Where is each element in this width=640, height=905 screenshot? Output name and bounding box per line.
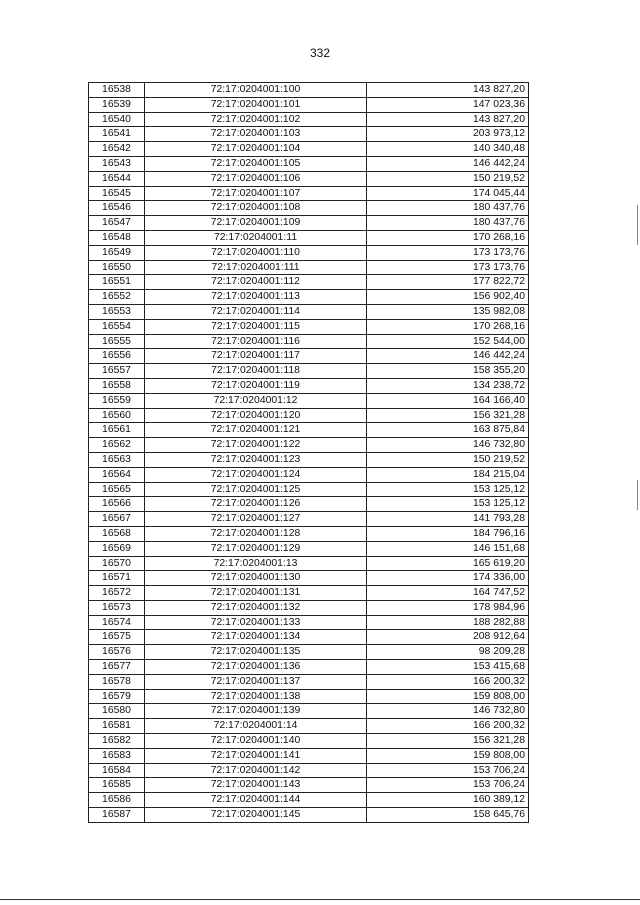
row-number-cell: 16587: [89, 808, 145, 823]
row-number-cell: 16580: [89, 704, 145, 719]
cadastral-number-cell: 72:17:0204001:133: [145, 615, 367, 630]
cadastral-value-cell: 180 437,76: [367, 201, 529, 216]
table-row: [89, 586, 529, 601]
cadastral-value-cell: 166 200,32: [367, 674, 529, 689]
cadastral-value-cell: 146 151,68: [367, 541, 529, 556]
cadastral-number-cell: 72:17:0204001:121: [145, 423, 367, 438]
table-row: [89, 615, 529, 630]
cadastral-number-cell: 72:17:0204001:103: [145, 127, 367, 142]
cadastral-number-cell: 72:17:0204001:115: [145, 319, 367, 334]
table-row: [89, 393, 529, 408]
cadastral-value-cell: 203 973,12: [367, 127, 529, 142]
cadastral-value-cell: 173 173,76: [367, 245, 529, 260]
table-row: [89, 260, 529, 275]
cadastral-number-cell: 72:17:0204001:142: [145, 763, 367, 778]
row-number-cell: 16552: [89, 290, 145, 305]
table-row: [89, 171, 529, 186]
row-number-cell: 16561: [89, 423, 145, 438]
row-number-cell: 16540: [89, 112, 145, 127]
row-number-cell: 16562: [89, 438, 145, 453]
cadastral-number-cell: 72:17:0204001:106: [145, 171, 367, 186]
cadastral-number-cell: 72:17:0204001:107: [145, 186, 367, 201]
cadastral-value-cell: 170 268,16: [367, 230, 529, 245]
table-row: [89, 83, 529, 98]
cadastral-number-cell: 72:17:0204001:136: [145, 660, 367, 675]
row-number-cell: 16571: [89, 571, 145, 586]
cadastral-number-cell: 72:17:0204001:128: [145, 526, 367, 541]
table-row: [89, 482, 529, 497]
cadastral-value-cell: 178 984,96: [367, 600, 529, 615]
table-row: [89, 734, 529, 749]
table-row: [89, 378, 529, 393]
cadastral-number-cell: 72:17:0204001:140: [145, 734, 367, 749]
table-row: [89, 689, 529, 704]
row-number-cell: 16554: [89, 319, 145, 334]
row-number-cell: 16559: [89, 393, 145, 408]
row-number-cell: 16551: [89, 275, 145, 290]
cadastral-number-cell: 72:17:0204001:13: [145, 556, 367, 571]
table-row: [89, 112, 529, 127]
cadastral-value-cell: 188 282,88: [367, 615, 529, 630]
table-row: [89, 275, 529, 290]
row-number-cell: 16545: [89, 186, 145, 201]
table-row: [89, 630, 529, 645]
row-number-cell: 16549: [89, 245, 145, 260]
cadastral-value-cell: 208 912,64: [367, 630, 529, 645]
row-number-cell: 16583: [89, 748, 145, 763]
cadastral-number-cell: 72:17:0204001:110: [145, 245, 367, 260]
table-row: [89, 808, 529, 823]
cadastral-number-cell: 72:17:0204001:117: [145, 349, 367, 364]
cadastral-number-cell: 72:17:0204001:125: [145, 482, 367, 497]
cadastral-number-cell: 72:17:0204001:113: [145, 290, 367, 305]
row-number-cell: 16546: [89, 201, 145, 216]
cadastral-value-cell: 143 827,20: [367, 83, 529, 98]
cadastral-value-cell: 156 321,28: [367, 734, 529, 749]
row-number-cell: 16542: [89, 142, 145, 157]
cadastral-value-cell: 153 706,24: [367, 763, 529, 778]
cadastral-number-cell: 72:17:0204001:129: [145, 541, 367, 556]
row-number-cell: 16547: [89, 216, 145, 231]
row-number-cell: 16557: [89, 364, 145, 379]
table-row: [89, 349, 529, 364]
table-row: [89, 778, 529, 793]
page-number: 332: [309, 46, 331, 60]
cadastral-number-cell: 72:17:0204001:122: [145, 438, 367, 453]
cadastral-number-cell: 72:17:0204001:131: [145, 586, 367, 601]
cadastral-number-cell: 72:17:0204001:119: [145, 378, 367, 393]
cadastral-value-cell: 140 340,48: [367, 142, 529, 157]
page-bottom-rule: [0, 899, 640, 900]
table-row: [89, 748, 529, 763]
cadastral-value-cell: 164 166,40: [367, 393, 529, 408]
cadastral-number-cell: 72:17:0204001:102: [145, 112, 367, 127]
row-number-cell: 16579: [89, 689, 145, 704]
cadastral-value-cell: 150 219,52: [367, 452, 529, 467]
cadastral-value-cell: 156 321,28: [367, 408, 529, 423]
table-row: [89, 571, 529, 586]
table-row: [89, 645, 529, 660]
table-row: [89, 600, 529, 615]
row-number-cell: 16556: [89, 349, 145, 364]
table-row: [89, 127, 529, 142]
row-number-cell: 16568: [89, 526, 145, 541]
cadastral-number-cell: 72:17:0204001:111: [145, 260, 367, 275]
table-row: [89, 704, 529, 719]
table-row: [89, 142, 529, 157]
cadastral-value-cell: 143 827,20: [367, 112, 529, 127]
cadastral-value-cell: 153 125,12: [367, 497, 529, 512]
cadastral-number-cell: 72:17:0204001:105: [145, 156, 367, 171]
cadastral-number-cell: 72:17:0204001:126: [145, 497, 367, 512]
cadastral-value-cell: 174 045,44: [367, 186, 529, 201]
cadastral-number-cell: 72:17:0204001:118: [145, 364, 367, 379]
cadastral-value-cell: 146 442,24: [367, 349, 529, 364]
cadastral-value-cell: 146 732,80: [367, 438, 529, 453]
cadastral-number-cell: 72:17:0204001:100: [145, 83, 367, 98]
table-row: [89, 438, 529, 453]
row-number-cell: 16560: [89, 408, 145, 423]
cadastral-value-cell: 156 902,40: [367, 290, 529, 305]
cadastral-number-cell: 72:17:0204001:109: [145, 216, 367, 231]
row-number-cell: 16581: [89, 719, 145, 734]
table-row: [89, 793, 529, 808]
row-number-cell: 16548: [89, 230, 145, 245]
cadastral-number-cell: 72:17:0204001:104: [145, 142, 367, 157]
row-number-cell: 16567: [89, 512, 145, 527]
cadastral-value-cell: 153 706,24: [367, 778, 529, 793]
row-number-cell: 16558: [89, 378, 145, 393]
cadastral-number-cell: 72:17:0204001:137: [145, 674, 367, 689]
cadastral-value-cell: 135 982,08: [367, 304, 529, 319]
table-row: [89, 541, 529, 556]
table-row: [89, 216, 529, 231]
scan-edge-mark: [637, 205, 638, 245]
row-number-cell: 16541: [89, 127, 145, 142]
cadastral-value-cell: 184 215,04: [367, 467, 529, 482]
row-number-cell: 16586: [89, 793, 145, 808]
table-row: [89, 230, 529, 245]
cadastral-number-cell: 72:17:0204001:130: [145, 571, 367, 586]
table-row: [89, 526, 529, 541]
row-number-cell: 16566: [89, 497, 145, 512]
cadastral-value-cell: 174 336,00: [367, 571, 529, 586]
cadastral-value-cell: 150 219,52: [367, 171, 529, 186]
cadastral-value-cell: 160 389,12: [367, 793, 529, 808]
row-number-cell: 16576: [89, 645, 145, 660]
cadastral-value-cell: 164 747,52: [367, 586, 529, 601]
table-row: [89, 467, 529, 482]
cadastral-value-cell: 177 822,72: [367, 275, 529, 290]
cadastral-number-cell: 72:17:0204001:11: [145, 230, 367, 245]
table-row: [89, 97, 529, 112]
row-number-cell: 16544: [89, 171, 145, 186]
cadastral-value-cell: 180 437,76: [367, 216, 529, 231]
table-row: [89, 660, 529, 675]
row-number-cell: 16569: [89, 541, 145, 556]
cadastral-value-cell: 163 875,84: [367, 423, 529, 438]
cadastre-value-table: [88, 82, 529, 823]
cadastral-number-cell: 72:17:0204001:127: [145, 512, 367, 527]
cadastral-value-cell: 159 808,00: [367, 748, 529, 763]
table-row: [89, 304, 529, 319]
row-number-cell: 16543: [89, 156, 145, 171]
cadastral-value-cell: 166 200,32: [367, 719, 529, 734]
table-row: [89, 201, 529, 216]
table-row: [89, 719, 529, 734]
row-number-cell: 16574: [89, 615, 145, 630]
cadastral-number-cell: 72:17:0204001:112: [145, 275, 367, 290]
row-number-cell: 16572: [89, 586, 145, 601]
cadastral-number-cell: 72:17:0204001:144: [145, 793, 367, 808]
cadastral-number-cell: 72:17:0204001:120: [145, 408, 367, 423]
table-row: [89, 497, 529, 512]
table-row: [89, 556, 529, 571]
table-row: [89, 290, 529, 305]
cadastral-value-cell: 165 619,20: [367, 556, 529, 571]
table-row: [89, 763, 529, 778]
cadastral-number-cell: 72:17:0204001:124: [145, 467, 367, 482]
cadastral-value-cell: 134 238,72: [367, 378, 529, 393]
row-number-cell: 16573: [89, 600, 145, 615]
row-number-cell: 16578: [89, 674, 145, 689]
cadastral-number-cell: 72:17:0204001:116: [145, 334, 367, 349]
cadastral-number-cell: 72:17:0204001:138: [145, 689, 367, 704]
cadastral-value-cell: 152 544,00: [367, 334, 529, 349]
cadastral-value-cell: 153 125,12: [367, 482, 529, 497]
cadastral-value-cell: 153 415,68: [367, 660, 529, 675]
cadastral-value-cell: 146 442,24: [367, 156, 529, 171]
cadastral-value-cell: 147 023,36: [367, 97, 529, 112]
table-row: [89, 245, 529, 260]
row-number-cell: 16575: [89, 630, 145, 645]
cadastral-number-cell: 72:17:0204001:141: [145, 748, 367, 763]
cadastral-number-cell: 72:17:0204001:134: [145, 630, 367, 645]
row-number-cell: 16550: [89, 260, 145, 275]
table-row: [89, 319, 529, 334]
cadastral-value-cell: 184 796,16: [367, 526, 529, 541]
table-row: [89, 156, 529, 171]
table-row: [89, 364, 529, 379]
row-number-cell: 16539: [89, 97, 145, 112]
row-number-cell: 16584: [89, 763, 145, 778]
cadastral-number-cell: 72:17:0204001:12: [145, 393, 367, 408]
table-row: [89, 408, 529, 423]
cadastral-number-cell: 72:17:0204001:101: [145, 97, 367, 112]
row-number-cell: 16577: [89, 660, 145, 675]
table-body: [89, 83, 529, 823]
table-row: [89, 334, 529, 349]
cadastral-number-cell: 72:17:0204001:132: [145, 600, 367, 615]
cadastral-number-cell: 72:17:0204001:139: [145, 704, 367, 719]
table-row: [89, 512, 529, 527]
cadastral-value-cell: 146 732,80: [367, 704, 529, 719]
table-row: [89, 674, 529, 689]
row-number-cell: 16553: [89, 304, 145, 319]
row-number-cell: 16585: [89, 778, 145, 793]
row-number-cell: 16570: [89, 556, 145, 571]
row-number-cell: 16582: [89, 734, 145, 749]
cadastral-number-cell: 72:17:0204001:14: [145, 719, 367, 734]
cadastral-number-cell: 72:17:0204001:114: [145, 304, 367, 319]
cadastral-value-cell: 158 645,76: [367, 808, 529, 823]
row-number-cell: 16565: [89, 482, 145, 497]
cadastral-value-cell: 98 209,28: [367, 645, 529, 660]
cadastral-number-cell: 72:17:0204001:135: [145, 645, 367, 660]
table-row: [89, 186, 529, 201]
cadastral-number-cell: 72:17:0204001:143: [145, 778, 367, 793]
row-number-cell: 16555: [89, 334, 145, 349]
scan-edge-mark: [637, 480, 638, 510]
table-row: [89, 452, 529, 467]
row-number-cell: 16563: [89, 452, 145, 467]
row-number-cell: 16564: [89, 467, 145, 482]
cadastral-number-cell: 72:17:0204001:108: [145, 201, 367, 216]
cadastral-value-cell: 141 793,28: [367, 512, 529, 527]
cadastral-value-cell: 170 268,16: [367, 319, 529, 334]
cadastral-value-cell: 173 173,76: [367, 260, 529, 275]
cadastral-number-cell: 72:17:0204001:123: [145, 452, 367, 467]
table-row: [89, 423, 529, 438]
cadastral-number-cell: 72:17:0204001:145: [145, 808, 367, 823]
cadastral-value-cell: 159 808,00: [367, 689, 529, 704]
cadastral-value-cell: 158 355,20: [367, 364, 529, 379]
row-number-cell: 16538: [89, 83, 145, 98]
